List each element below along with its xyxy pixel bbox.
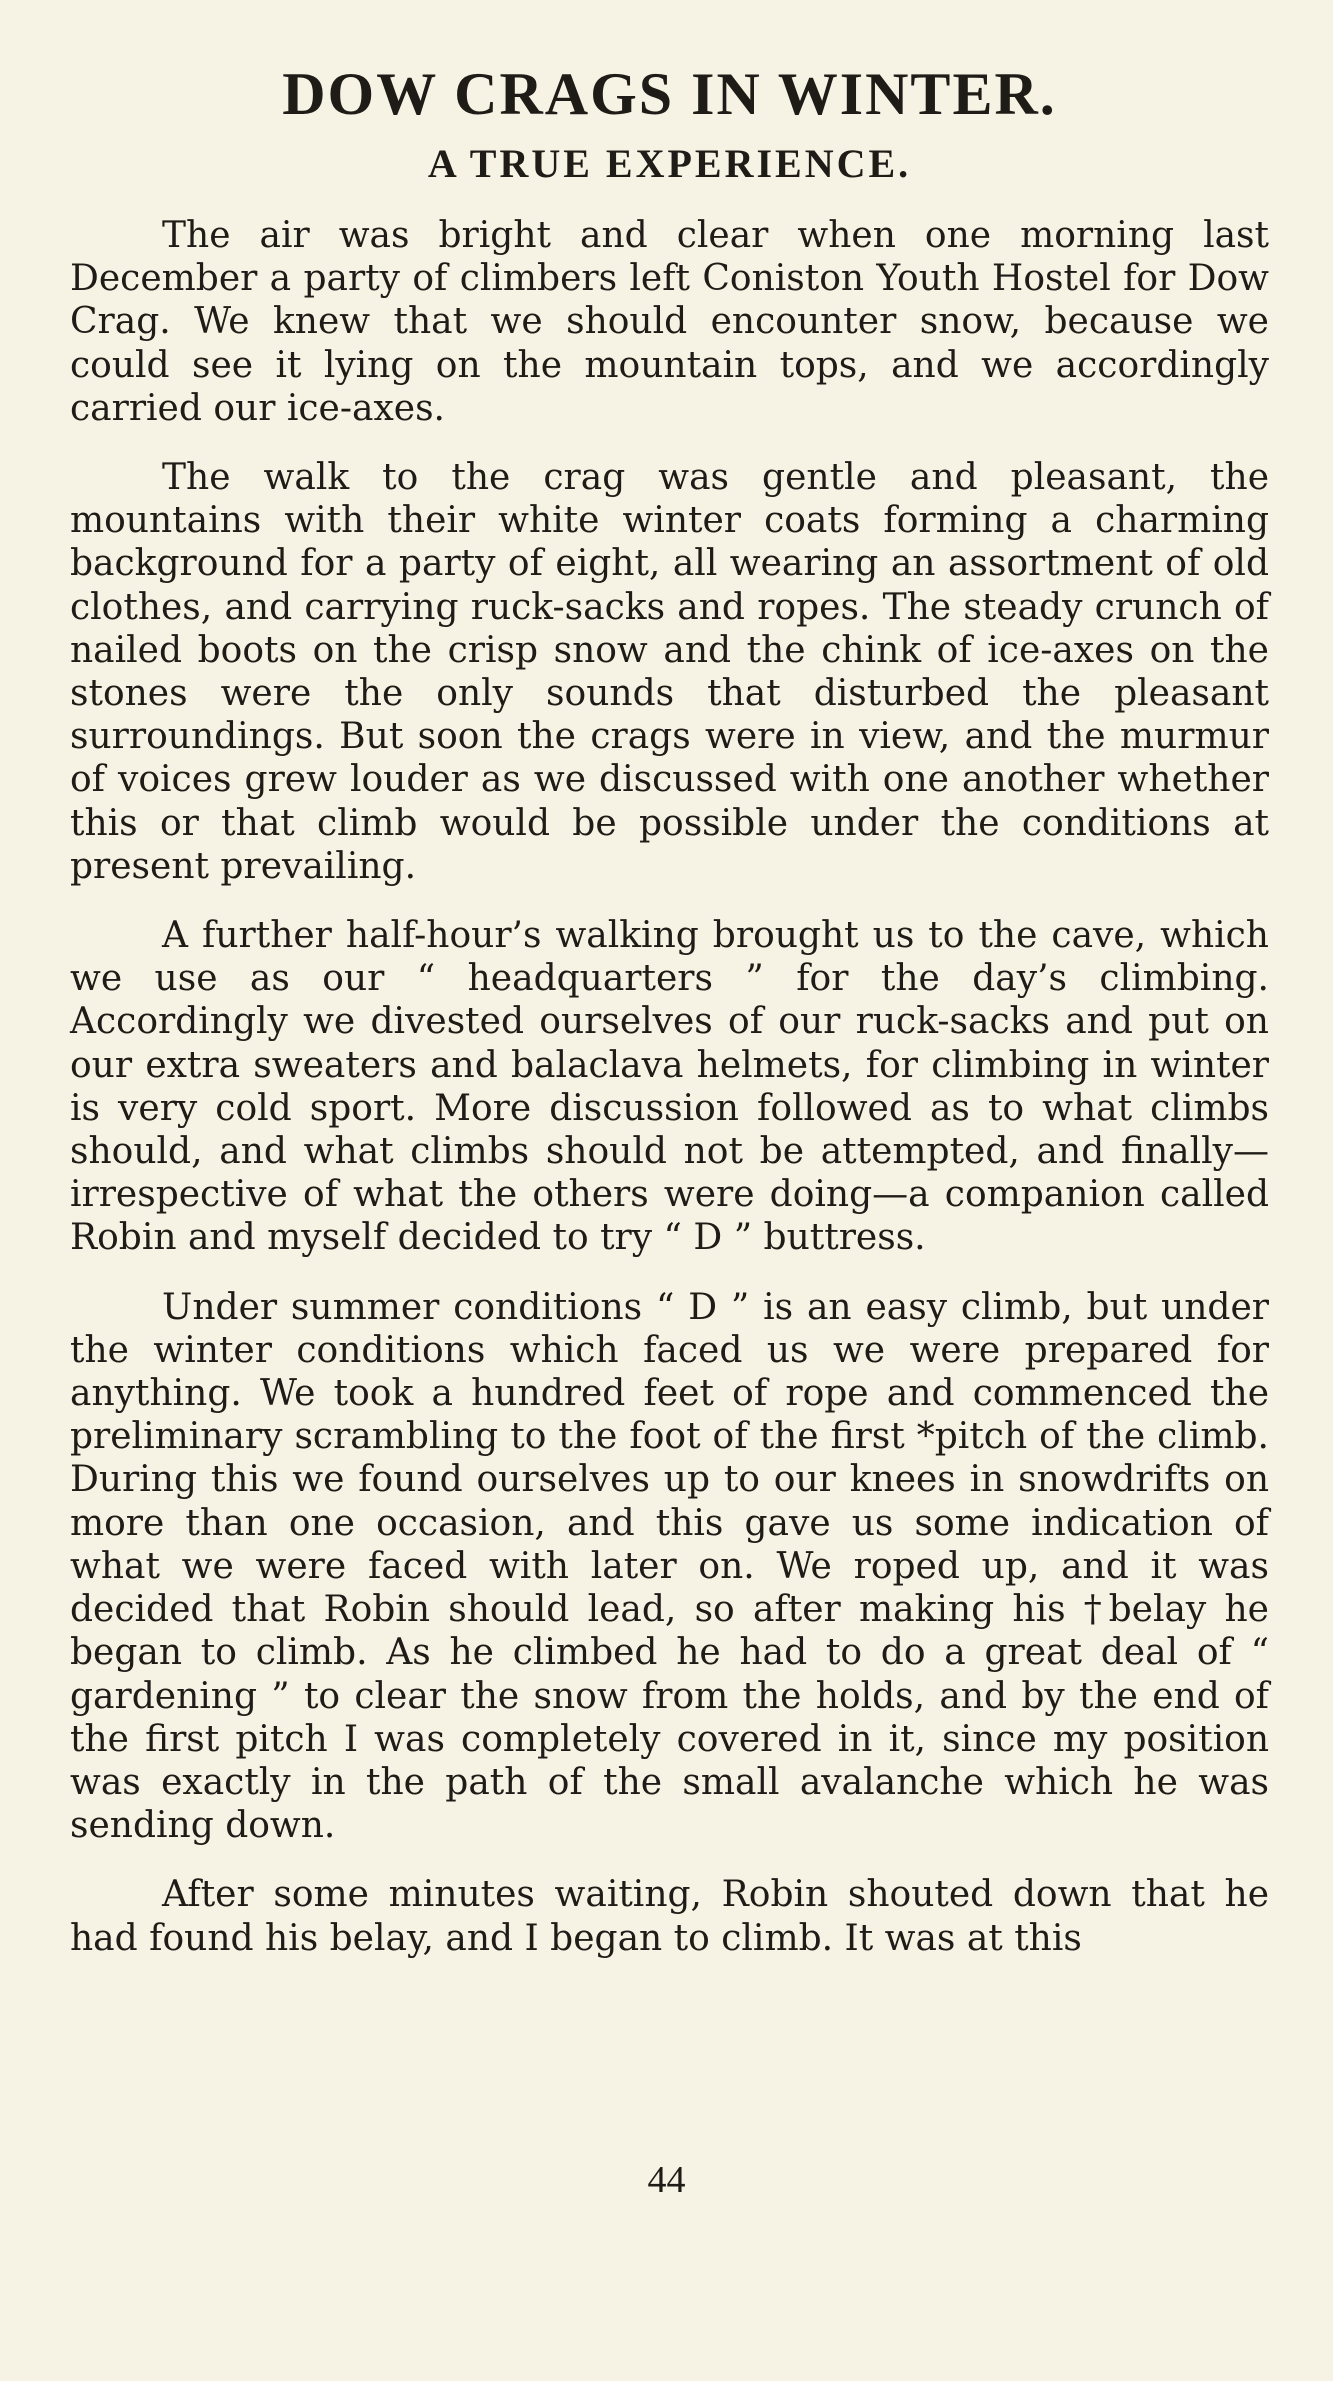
page-number: 44 [647,2159,686,2201]
book-page [0,58,1333,2381]
article-title: DOW CRAGS IN WINTER. [282,61,1057,127]
paragraph-1: The air was bright and clear when one morning last December a party of climbers left Coniston Youth Hostel for Dow Crag. We knew that we should encounter snow, because we could see it lying on the mountain tops, and we accordingly carried our ice-axes. [70,215,1269,429]
paragraph-2: The walk to the crag was gentle and pleasant, the mountains with their white winter coats forming a charming background for a party of eight, all wearing an assortment of old clothes, and carrying ruck-sacks and ropes. The steady crunch of nailed boots on the crisp snow and the chink of ice-axes on the stones were the only sounds that disturbed the pleasant surroundings. But soon the crags were in view, and the murmur of voices grew louder as we discussed with one another whether this or that climb would be possible under the conditions at present prevailing. [70,457,1269,887]
paragraph-5: After some minutes waiting, Robin shouted down that he had found his belay, and I began to climb. It was at this [70,1874,1269,1959]
article-body [70,214,1269,1960]
paragraph-3: A further half-hour’s walking brought us to the cave, which we use as our “ headquarters ” for the day’s climbing. Accordingly we divested ourselves of our ruck-sacks and put on our extra sweaters and balaclava helmets, for climbing in winter is very cold sport. More discussion followed as to what climbs should, and what climbs should not be attempted, and finally—irrespective of what the others were doing—a companion called Robin and myself decided to try “ D ” buttress. [70,915,1269,1259]
paragraph-4: Under summer conditions “ D ” is an easy climb, but under the winter conditions which faced us we were prepared for anything. We took a hundred feet of rope and commenced the preliminary scrambling to the foot of the first *pitch of the climb. During this we found ourselves up to our knees in snowdrifts on more than one occasion, and this gave us some indication of what we were faced with later on. We roped up, and it was decided that Robin should lead, so after making his †belay he began to climb. As he climbed he had to do a great deal of “ gardening ” to clear the snow from the holds, and by the end of the first pitch I was completely covered in it, since my position was exactly in the path of the small avalanche which he was sending down. [70,1286,1269,1847]
article-subtitle: A TRUE EXPERIENCE. [427,141,912,186]
